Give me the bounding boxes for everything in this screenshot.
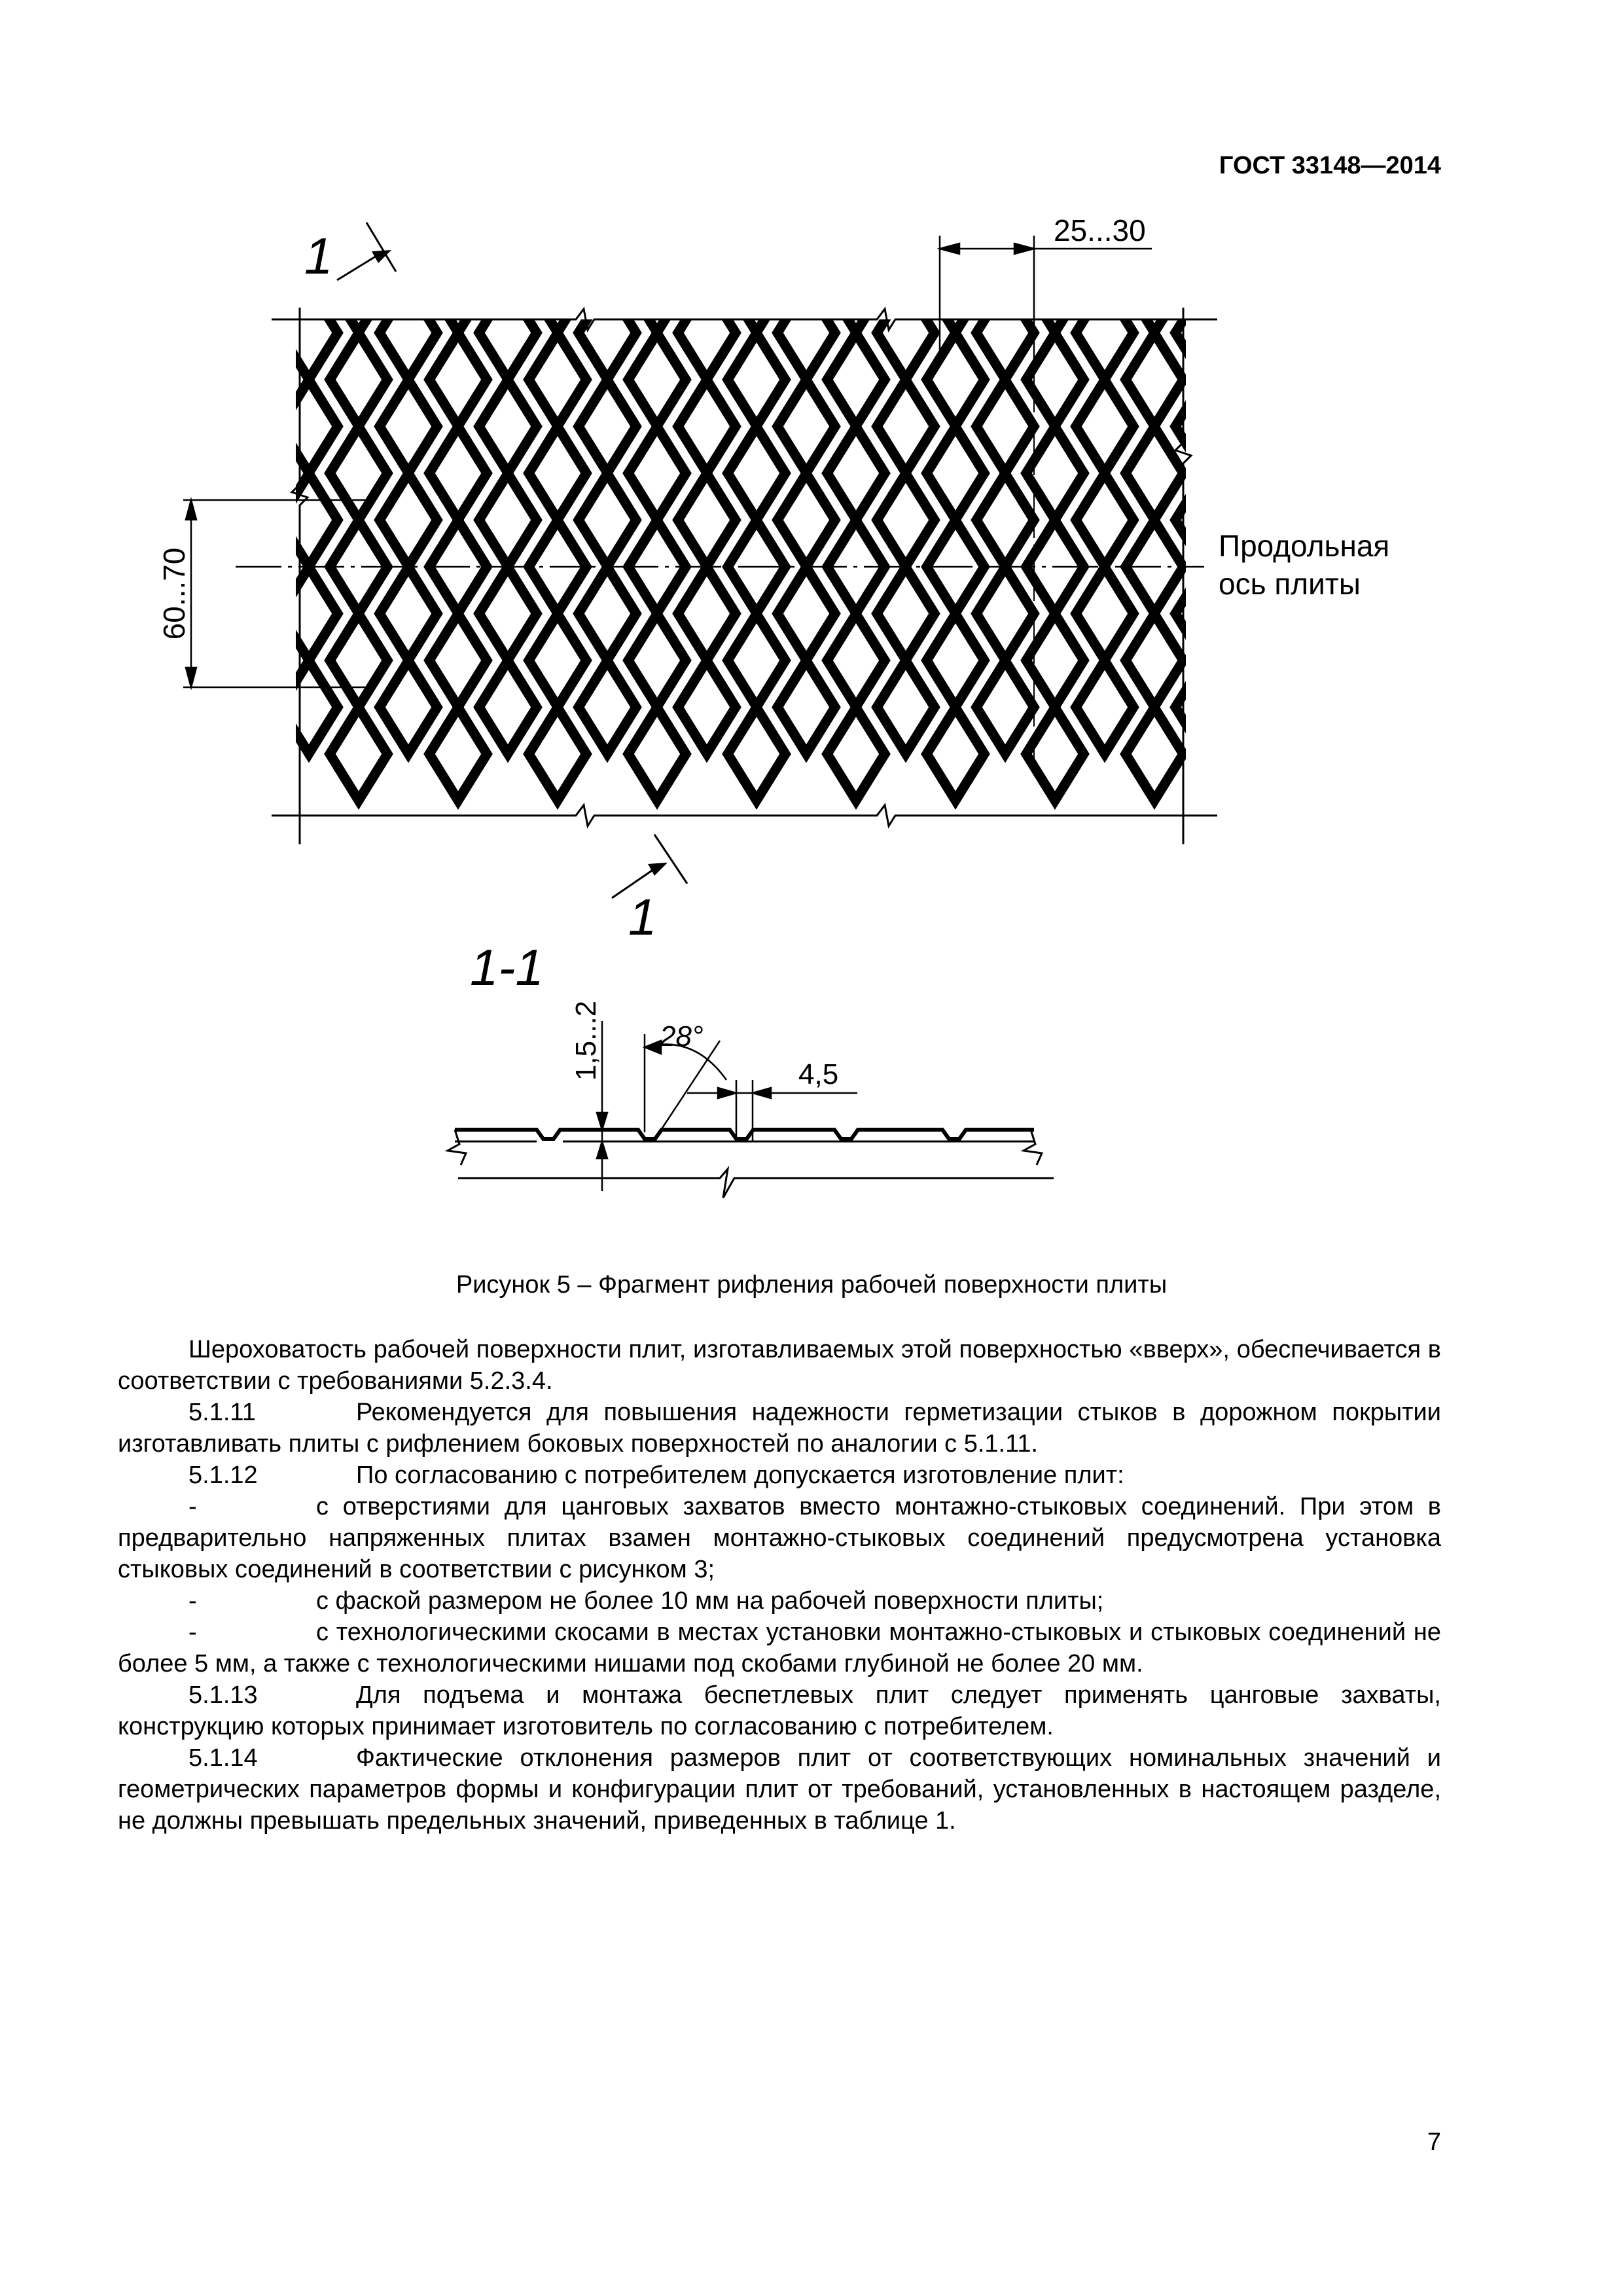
section-view-label: 1-1	[470, 939, 544, 996]
dimension-width-label: 4,5	[798, 1058, 839, 1090]
clause-5-1-11	[118, 1397, 1441, 1460]
diamond-cell	[429, 427, 487, 520]
diamond-cell	[678, 287, 736, 380]
clause-number: 5.1.13	[188, 1681, 258, 1709]
diamond-cell	[380, 474, 437, 567]
diamond-cell	[678, 661, 736, 754]
paragraph-roughness: Шероховатость рабочей поверхности плит, изготавливаемых этой поверхностью «вверх», обеспечивается в соответствии с требованиями 5.2.3.4.	[118, 1336, 1441, 1395]
diamond-cell	[877, 287, 935, 380]
diamond-cell	[1126, 427, 1183, 520]
document-header: ГОСТ 33148—2014	[1219, 152, 1441, 179]
list-dash: -	[188, 1587, 197, 1615]
diamond-cell	[1126, 614, 1183, 707]
diamond-cell	[777, 567, 835, 660]
diamond-cell	[877, 380, 935, 473]
diamond-cell	[1325, 333, 1382, 426]
diamond-cell	[927, 708, 984, 800]
diamond-cell	[1076, 287, 1133, 380]
section-marker-top	[304, 223, 396, 285]
diamond-cell	[1225, 240, 1283, 332]
diamond-cell	[380, 661, 437, 754]
diamond-cell	[1076, 474, 1133, 567]
clause-5-1-14	[118, 1742, 1441, 1837]
diamond-cell	[579, 380, 636, 473]
diamond-cell	[777, 380, 835, 473]
clause-text: Рекомендуется для повышения надежности герметизации стыков в дорожном покрытии изготавливать плиты с рифлением боковых поверхностей по аналогии с 5.1.11.	[118, 1399, 1441, 1458]
diamond-cell	[1076, 567, 1133, 660]
list-dash: -	[188, 1619, 197, 1646]
diamond-cell	[678, 567, 736, 660]
diamond-cell	[1126, 708, 1183, 800]
diamond-cell	[877, 474, 935, 567]
diamond-cell	[1275, 287, 1332, 380]
diamond-cell	[1225, 427, 1283, 520]
diamond-cell	[529, 427, 586, 520]
diamond-cell	[1026, 614, 1084, 707]
diamond-cell	[1076, 380, 1133, 473]
clause-number: 5.1.12	[188, 1462, 258, 1489]
diamond-cell	[976, 474, 1034, 567]
diamond-cell	[429, 708, 487, 800]
diamond-cell	[579, 287, 636, 380]
diamond-cell	[330, 333, 387, 426]
diamond-cell	[976, 661, 1034, 754]
diamond-cell	[1325, 240, 1382, 332]
diamond-cell	[1325, 427, 1382, 520]
diamond-cell	[429, 333, 487, 426]
diamond-cell	[429, 614, 487, 707]
section-marker-bottom	[612, 834, 687, 946]
clause-number: 5.1.11	[188, 1399, 256, 1426]
diamond-cell	[877, 567, 935, 660]
diamond-cell	[1374, 380, 1432, 473]
diamond-cell	[280, 380, 338, 473]
diamond-cell	[1225, 614, 1283, 707]
diamond-cell	[1374, 567, 1432, 660]
diamond-cell	[280, 567, 338, 660]
diamond-cell	[927, 614, 984, 707]
diamond-cell	[1026, 708, 1084, 800]
diamond-cell	[976, 380, 1034, 473]
diamond-cell	[579, 474, 636, 567]
list-item-holes	[118, 1491, 1441, 1585]
dimension-depth	[597, 1021, 645, 1191]
diamond-cell	[380, 287, 437, 380]
diamond-cell	[280, 474, 338, 567]
diamond-cell	[1275, 380, 1332, 473]
body-text	[118, 1334, 1441, 1837]
dimension-depth-label: 1,5...2	[570, 1000, 602, 1081]
diamond-cell	[1374, 661, 1432, 754]
diamond-cell	[1076, 661, 1133, 754]
diamond-cell	[1126, 333, 1183, 426]
diamond-cell	[877, 661, 935, 754]
diamond-cell	[529, 333, 586, 426]
diamond-cell	[728, 708, 785, 800]
diamond-cell	[479, 567, 537, 660]
diamond-cell	[628, 708, 686, 800]
dimension-spacing-label: 60...70	[157, 547, 191, 640]
diamond-cell	[380, 567, 437, 660]
diamond-cell	[1026, 427, 1084, 520]
diamond-cell	[827, 333, 885, 426]
diamond-cell	[479, 661, 537, 754]
axis-label-line1: Продольная	[1219, 529, 1390, 563]
diamond-cell	[628, 614, 686, 707]
diamond-cell	[777, 474, 835, 567]
list-item-text: с технологическими скосами в местах установки монтажно-стыковых и стыковых соединений не более 5 мм, а также с технологическими нишами под скобами глубиной не более 20 мм.	[118, 1619, 1441, 1677]
clause-text: По согласованию с потребителем допускается изготовление плит:	[356, 1462, 1124, 1489]
diamond-cell	[230, 427, 288, 520]
diamond-cell	[280, 287, 338, 380]
dimension-spacing	[183, 500, 366, 687]
diamond-cell	[1275, 661, 1332, 754]
diamond-cell	[628, 427, 686, 520]
diamond-cell	[976, 287, 1034, 380]
section-marker-bottom-label: 1	[628, 888, 657, 946]
clause-5-1-12	[118, 1460, 1441, 1491]
list-item-text: с отверстиями для цанговых захватов вместо монтажно-стыковых соединений. При этом в предварительно напряженных плитах взамен монтажно-стыковых соединений предусмотрена установка стыковых соединений в соответствии с рисунком 3;	[118, 1493, 1441, 1583]
diamond-cell	[479, 380, 537, 473]
diamond-cell	[230, 333, 288, 426]
diamond-cell	[678, 474, 736, 567]
diamond-cell	[330, 427, 387, 520]
diamond-cell	[628, 333, 686, 426]
diamond-cell	[1225, 708, 1283, 800]
page-number: 7	[1427, 2128, 1441, 2156]
diamond-cell	[230, 614, 288, 707]
diamond-riffling-pattern	[230, 240, 1432, 800]
dimension-angle	[645, 1041, 726, 1139]
clause-text: Для подъема и монтажа беспетлевых плит следует применять цанговые захваты, конструкцию которых принимает изготовитель по согласованию с потребителем.	[118, 1681, 1441, 1740]
diamond-cell	[230, 708, 288, 800]
diamond-cell	[728, 333, 785, 426]
clause-5-1-13	[118, 1679, 1441, 1742]
list-dash: -	[188, 1493, 197, 1520]
diamond-cell	[777, 661, 835, 754]
diamond-cell	[529, 614, 586, 707]
diamond-cell	[1325, 708, 1382, 800]
diamond-cell	[529, 708, 586, 800]
clause-number: 5.1.14	[188, 1744, 258, 1772]
diamond-cell	[728, 427, 785, 520]
diamond-cell	[728, 614, 785, 707]
dimension-angle-label: 28°	[660, 1020, 704, 1052]
diamond-cell	[579, 567, 636, 660]
list-item-chamfer	[118, 1585, 1441, 1617]
diamond-cell	[579, 661, 636, 754]
diamond-cell	[827, 614, 885, 707]
figure-caption: Рисунок 5 – Фрагмент рифления рабочей поверхности плиты	[455, 1271, 1168, 1299]
diamond-cell	[976, 567, 1034, 660]
axis-label-line2: ось плиты	[1219, 567, 1361, 601]
diamond-cell	[479, 474, 537, 567]
diamond-cell	[1225, 333, 1283, 426]
diamond-cell	[927, 427, 984, 520]
diamond-cell	[827, 708, 885, 800]
diamond-cell	[380, 380, 437, 473]
diamond-cell	[678, 380, 736, 473]
diamond-cell	[330, 614, 387, 707]
diamond-cell	[777, 287, 835, 380]
diamond-cell	[479, 287, 537, 380]
diamond-cell	[280, 661, 338, 754]
section-marker-top-label: 1	[304, 227, 333, 285]
diamond-cell	[330, 708, 387, 800]
diamond-cell	[1374, 287, 1432, 380]
clause-text: Фактические отклонения размеров плит от соответствующих номинальных значений и геометрических параметров формы и конфигурации плит от требований, установленных в настоящем разделе, не должны превышать предельных значений, приведенных в таблице 1.	[118, 1744, 1441, 1835]
diamond-cell	[827, 427, 885, 520]
list-item-bevels	[118, 1617, 1441, 1679]
diamond-cell	[927, 333, 984, 426]
diamond-cell	[1325, 614, 1382, 707]
dimension-pitch-label: 25...30	[1054, 213, 1146, 247]
section-profile	[448, 1130, 1054, 1198]
list-item-text: с фаской размером не более 10 мм на рабочей поверхности плиты;	[316, 1587, 1104, 1615]
